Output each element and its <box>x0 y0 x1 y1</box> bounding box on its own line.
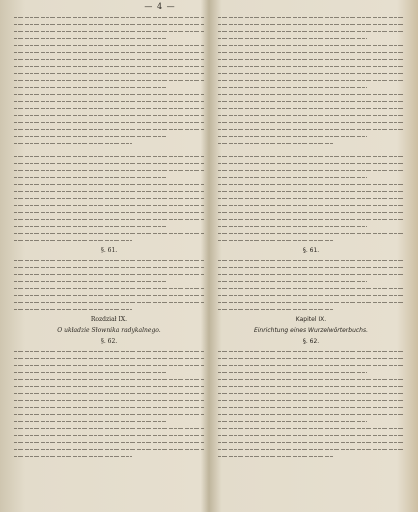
text-line <box>14 21 204 28</box>
text-line <box>218 56 404 63</box>
left-chapter-title: O układzie Słownika radykalnego. <box>57 327 161 334</box>
text-line <box>14 133 204 140</box>
text-line <box>14 216 204 223</box>
text-line <box>218 84 404 91</box>
text-line <box>218 202 404 209</box>
text-line <box>218 278 404 285</box>
left-section-62: §. 62. <box>100 338 118 345</box>
text-line <box>14 369 204 376</box>
text-line <box>14 362 204 369</box>
text-line <box>218 49 404 56</box>
text-line <box>14 126 204 133</box>
text-line <box>14 28 204 35</box>
text-line <box>218 397 404 404</box>
text-line <box>218 299 404 306</box>
left-block-2 <box>14 153 204 244</box>
text-line <box>218 264 404 271</box>
text-line <box>218 404 404 411</box>
text-line <box>218 119 404 126</box>
text-line <box>218 98 404 105</box>
text-line <box>218 174 404 181</box>
text-line <box>14 425 204 432</box>
page-number: — 4 — <box>144 2 176 11</box>
text-line <box>14 418 204 425</box>
text-line <box>218 439 404 446</box>
text-line <box>14 306 204 313</box>
text-line <box>14 397 204 404</box>
text-line <box>14 105 204 112</box>
text-line <box>218 292 404 299</box>
text-line <box>218 257 404 264</box>
left-section-61: §. 61. <box>100 247 118 254</box>
text-line <box>14 223 204 230</box>
text-line <box>14 153 204 160</box>
right-section-61: §. 61. <box>302 247 320 254</box>
right-block-2 <box>218 153 404 244</box>
text-line <box>218 77 404 84</box>
text-line <box>218 209 404 216</box>
left-block-3 <box>14 257 204 313</box>
text-line <box>218 42 404 49</box>
text-line <box>218 91 404 98</box>
text-line <box>14 181 204 188</box>
text-line <box>14 14 204 21</box>
text-line <box>14 167 204 174</box>
right-chapter-title: Einrichtung eines Wurzelwörterbuchs. <box>253 327 369 334</box>
text-line <box>218 216 404 223</box>
text-line <box>14 195 204 202</box>
text-line <box>218 230 404 237</box>
left-chapter-heading: Rozdział IX. <box>90 316 128 323</box>
text-line <box>218 306 404 313</box>
left-column-polish <box>10 6 210 504</box>
text-line <box>14 271 204 278</box>
text-line <box>14 160 204 167</box>
text-line <box>14 237 204 244</box>
text-line <box>218 63 404 70</box>
text-line <box>218 140 404 147</box>
left-block-4 <box>14 348 204 460</box>
page-columns <box>10 6 410 504</box>
text-line <box>218 376 404 383</box>
text-line <box>14 202 204 209</box>
text-line <box>218 390 404 397</box>
text-line <box>14 376 204 383</box>
text-line <box>14 404 204 411</box>
text-line <box>14 355 204 362</box>
text-line <box>14 98 204 105</box>
right-section-62: §. 62. <box>302 338 320 345</box>
text-line <box>14 119 204 126</box>
text-line <box>218 223 404 230</box>
text-line <box>14 257 204 264</box>
text-line <box>218 105 404 112</box>
text-line <box>14 432 204 439</box>
text-line <box>218 21 404 28</box>
text-line <box>14 209 204 216</box>
text-line <box>218 348 404 355</box>
text-line <box>14 278 204 285</box>
text-line <box>218 432 404 439</box>
text-line <box>14 188 204 195</box>
text-line <box>218 355 404 362</box>
text-line <box>218 425 404 432</box>
text-line <box>218 446 404 453</box>
text-line <box>218 195 404 202</box>
text-line <box>218 369 404 376</box>
text-line <box>14 35 204 42</box>
text-line <box>14 174 204 181</box>
text-line <box>14 56 204 63</box>
text-line <box>218 28 404 35</box>
right-chapter-heading: Kapitel IX. <box>295 316 327 323</box>
text-line <box>218 160 404 167</box>
text-line <box>14 230 204 237</box>
text-line <box>14 42 204 49</box>
text-line <box>218 362 404 369</box>
text-line <box>14 383 204 390</box>
right-block-4 <box>218 348 404 460</box>
text-line <box>14 91 204 98</box>
text-line <box>14 84 204 91</box>
text-line <box>14 292 204 299</box>
right-block-1 <box>218 14 404 147</box>
text-line <box>14 390 204 397</box>
text-line <box>218 70 404 77</box>
text-line <box>218 285 404 292</box>
left-block-1 <box>14 14 204 147</box>
text-line <box>218 14 404 21</box>
text-line <box>14 411 204 418</box>
text-line <box>14 285 204 292</box>
text-line <box>14 77 204 84</box>
text-line <box>218 133 404 140</box>
right-block-3 <box>218 257 404 313</box>
text-line <box>218 181 404 188</box>
text-line <box>14 70 204 77</box>
text-line <box>218 112 404 119</box>
text-line <box>14 140 204 147</box>
text-line <box>218 35 404 42</box>
text-line <box>218 126 404 133</box>
text-line <box>218 383 404 390</box>
text-line <box>218 188 404 195</box>
right-column-german <box>210 6 410 504</box>
text-line <box>14 439 204 446</box>
text-line <box>14 112 204 119</box>
text-line <box>14 446 204 453</box>
text-line <box>218 237 404 244</box>
text-line <box>218 411 404 418</box>
text-line <box>14 453 204 460</box>
text-line <box>14 299 204 306</box>
text-line <box>218 153 404 160</box>
text-line <box>14 49 204 56</box>
text-line <box>218 167 404 174</box>
text-line <box>218 271 404 278</box>
text-line <box>14 348 204 355</box>
text-line <box>14 63 204 70</box>
text-line <box>14 264 204 271</box>
text-line <box>218 453 404 460</box>
text-line <box>218 418 404 425</box>
